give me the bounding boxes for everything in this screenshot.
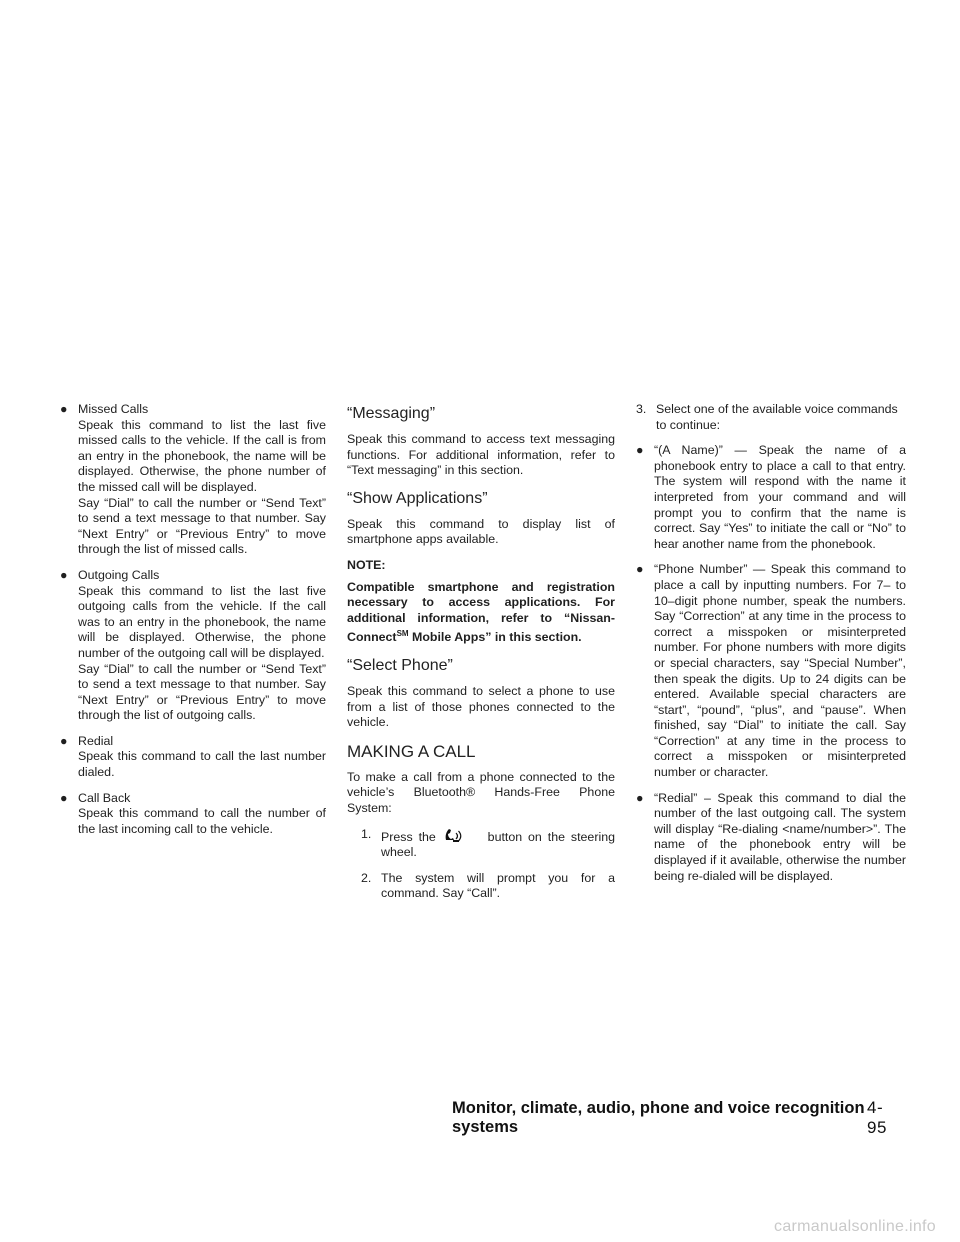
list-item-redial xyxy=(636,791,906,885)
page-number: 4-95 xyxy=(867,1098,887,1137)
bullet-icon: ● xyxy=(636,790,644,805)
column-3 xyxy=(636,402,906,894)
making-a-call-text: To make a call from a phone connected to the vehicle’s Bluetooth® Hands-Free Phone System: xyxy=(347,769,615,816)
list-item-phone-number xyxy=(636,562,906,780)
list-item-a-name xyxy=(636,443,906,552)
list-item-outgoing-calls xyxy=(60,568,326,724)
item-text: Speak this command to call the number of the last incoming call to the vehicle. xyxy=(78,806,326,836)
watermark: carmanualsonline.info xyxy=(774,1218,936,1235)
making-a-call-heading: MAKING A CALL xyxy=(347,741,476,761)
section-title: Monitor, climate, audio, phone and voice recognition systems xyxy=(452,1099,865,1136)
note-text-part-1: Compatible smartphone and registration necessary to access applications. For additional information, refer to “Nissan-Connect xyxy=(347,579,615,645)
bullet-icon: ● xyxy=(60,567,68,582)
bullet-icon: ● xyxy=(60,790,68,805)
item-title: Outgoing Calls xyxy=(78,567,160,582)
show-applications-heading: “Show Applications” xyxy=(347,489,488,507)
messaging-text: Speak this command to access text messaging functions. For additional information, refer to “Text messaging” in this section. xyxy=(347,432,615,478)
step-1 xyxy=(347,827,615,861)
column-2 xyxy=(347,402,615,912)
list-item-missed-calls xyxy=(60,402,326,558)
item-text: “Redial” – Speak this command to dial the number of the last outgoing call. The system will display “Re-dialing <name/number>”. The name of the phonebook entry will be displayed if it available, otherwise the number being re-dialed will be displayed. xyxy=(654,790,906,883)
messaging-heading: “Messaging” xyxy=(347,405,436,422)
page-footer xyxy=(452,1098,898,1138)
item-text: Speak this command to list the last five missed calls to the vehicle. If the call is from an entry in the phonebook, the name will be displayed. Otherwise, the phone number of the missed call will be displayed. xyxy=(78,417,326,494)
item-title: Call Back xyxy=(78,790,131,805)
step-text-post: button on the steering wheel. xyxy=(381,829,615,860)
select-phone-heading: “Select Phone” xyxy=(347,657,453,675)
show-applications-text: Speak this command to display list of smartphone apps available. xyxy=(347,516,615,547)
item-title: Redial xyxy=(78,733,114,748)
step-2 xyxy=(347,871,615,902)
step-number: 1. xyxy=(361,826,372,841)
step-number: 3. xyxy=(636,402,647,416)
note-text xyxy=(347,580,615,647)
item-text: Speak this command to list the last five outgoing calls from the vehicle. If the call was to an entry in the phonebook, the name will be displayed. Otherwise, the phone number of the outgoing call will be displayed. xyxy=(78,583,326,660)
phone-voice-icon xyxy=(442,827,482,841)
note-text-part-2: Mobile Apps” in this section. xyxy=(408,630,582,645)
note-label: NOTE: xyxy=(347,557,386,572)
service-mark: SM xyxy=(396,629,409,639)
list-item-redial xyxy=(60,734,326,781)
bullet-icon: ● xyxy=(636,443,644,458)
item-title: Missed Calls xyxy=(78,402,149,416)
column-1 xyxy=(60,402,326,847)
item-text: “(A Name)” — Speak the name of a phonebook entry to place a call to that entry. The system will respond with the name it interpreted from your command and will prompt you to confirm that the name is correct. Say “Yes” to initiate the call or “No” to hear another name from the phonebook. xyxy=(654,443,906,551)
item-text: “Phone Number” — Speak this command to place a call by inputting numbers. For 7– to 10–digit phone number, speak the numbers. Say “Correction” at any time in the process to correct a misspoken or misinterpreted number. For phone numbers with more digits or special characters, say “Special Number”, then speak the digits. Up to 24 digits can be entered. Available special characters are “start”, “pound”, “plus”, and “pause”. When finished, say “Dial” to initiate the call. Say “Correction” at any time in the process to correct a misspoken or misinterpreted number or character. xyxy=(654,562,906,780)
step-number: 2. xyxy=(361,870,372,885)
item-text: Say “Dial” to call the number or “Send Text” to send a text message to that number. Say “Next Entry” or “Previous Entry” to move through the list of missed calls. xyxy=(78,495,326,557)
list-item-call-back xyxy=(60,791,326,838)
step-text-pre: Press the xyxy=(381,829,436,844)
item-text: Speak this command to call the last number dialed. xyxy=(78,749,326,780)
step-3 xyxy=(636,402,906,433)
bullet-icon: ● xyxy=(636,562,644,577)
step-text: The system will prompt you for a command. Say “Call”. xyxy=(381,870,615,901)
select-phone-text: Speak this command to select a phone to use from a list of those phones connected to the vehicle. xyxy=(347,684,615,730)
step-text: Select one of the available voice commands to continue: xyxy=(656,402,898,432)
bullet-icon: ● xyxy=(60,402,68,416)
bullet-icon: ● xyxy=(60,733,68,748)
item-text: Say “Dial” to call the number or “Send Text” to send a text message to that number. Say “Next Entry” or “Previous Entry” to move through the list of outgoing calls. xyxy=(78,661,326,723)
